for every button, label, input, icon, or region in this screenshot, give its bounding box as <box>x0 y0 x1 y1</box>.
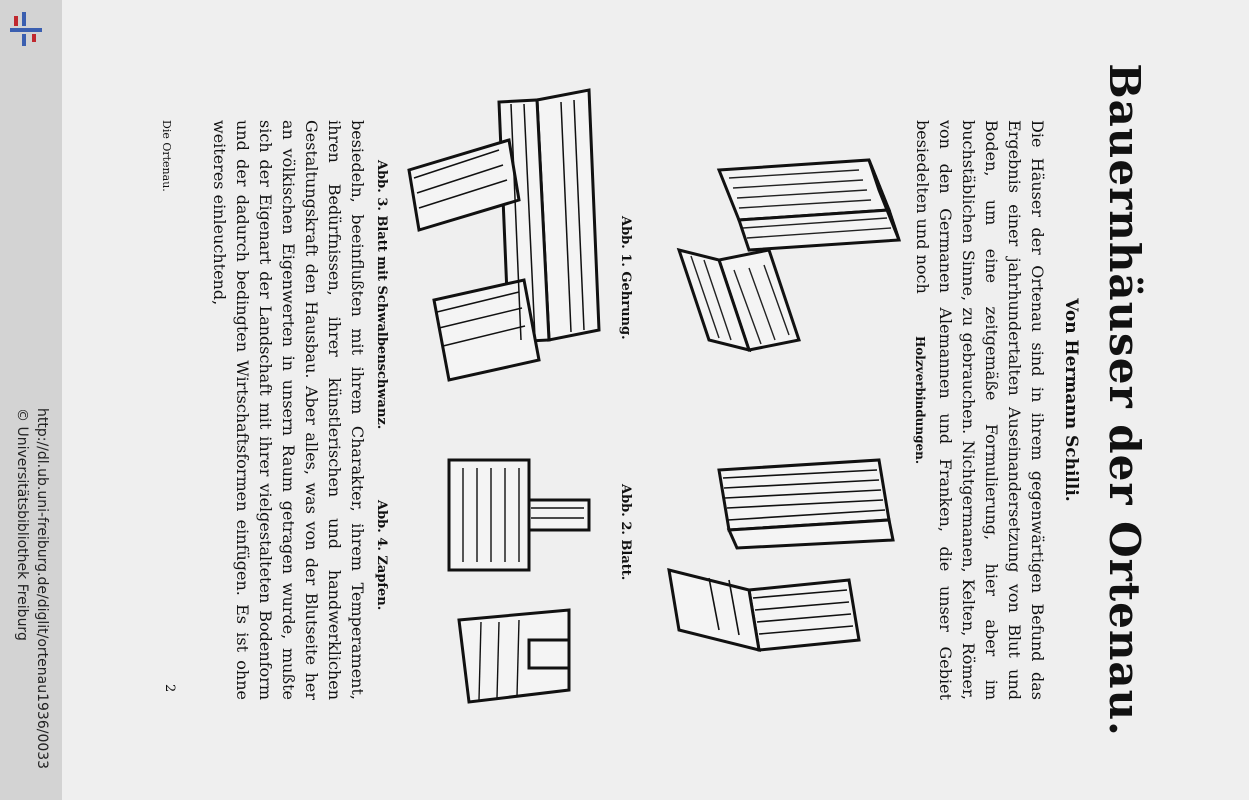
caption-fig3: Abb. 3. Blatt mit Schwalbenschwanz. <box>374 160 389 430</box>
figures-heading: Holzverbindungen. <box>913 335 927 465</box>
caption-fig2: Abb. 2. Blatt. <box>618 484 633 581</box>
footer-journal-name: Die Ortenau. <box>160 120 173 192</box>
figure-tenon-joint <box>394 440 609 720</box>
caption-fig4: Abb. 4. Zapfen. <box>374 500 389 611</box>
source-info <box>8 408 56 788</box>
page-content <box>62 0 1249 800</box>
intro-paragraph: Die Häuser der Ortenau sind in ihrem gegenwärtigen Befund das Ergebnis einer jahrhundertalten Auseinandersetzung von Blut und Boden, um eine zeitgemäße Formulierung, hier aber im buchstäblichen Sinne, zu gebrauchen. Nichtgermanen, Kelten, Römer, von den Germanen Alemannen und Franken, die unser Gebiet besiedelten und noch <box>913 120 1047 700</box>
copyright-notice: © Universitätsbibliothek Freiburg <box>14 408 30 641</box>
page-number: 2 <box>162 684 177 693</box>
article-title: Bauernhäuser der Ortenau. <box>1100 63 1149 737</box>
library-logo-icon <box>6 8 46 50</box>
body-paragraph: besiedeln, beeinflußten mit ihrem Charakter, ihrem Temperament, ihren Bedürfnissen, ihrer künstlerischen und handwerklichen Gestaltungskraft den Hausbau. Aber alles, was von der Blutseite her an völkischen Eigenwerten in unsern Raum getragen wurde, mußte sich der Eigenart der Landschaft mit ihrer vielgestalteten Bodenform und der dadurch bedingten Wirtschaftsformen einfügen. Es ist ohne weiteres einleuchtend, <box>210 120 367 700</box>
caption-fig1: Abb. 1. Gehrung. <box>618 216 633 340</box>
figure-mitre-joint <box>639 140 909 360</box>
scanned-page <box>62 0 1249 800</box>
article-byline: Von Hermann Schilli. <box>1061 298 1081 502</box>
figure-lap-joint <box>639 430 909 670</box>
viewer-margin <box>0 0 62 800</box>
source-url[interactable]: http://dl.ub.uni-freiburg.de/diglit/ortenau1936/0033 <box>34 408 50 770</box>
figure-dovetail-lap-joint <box>394 80 619 420</box>
